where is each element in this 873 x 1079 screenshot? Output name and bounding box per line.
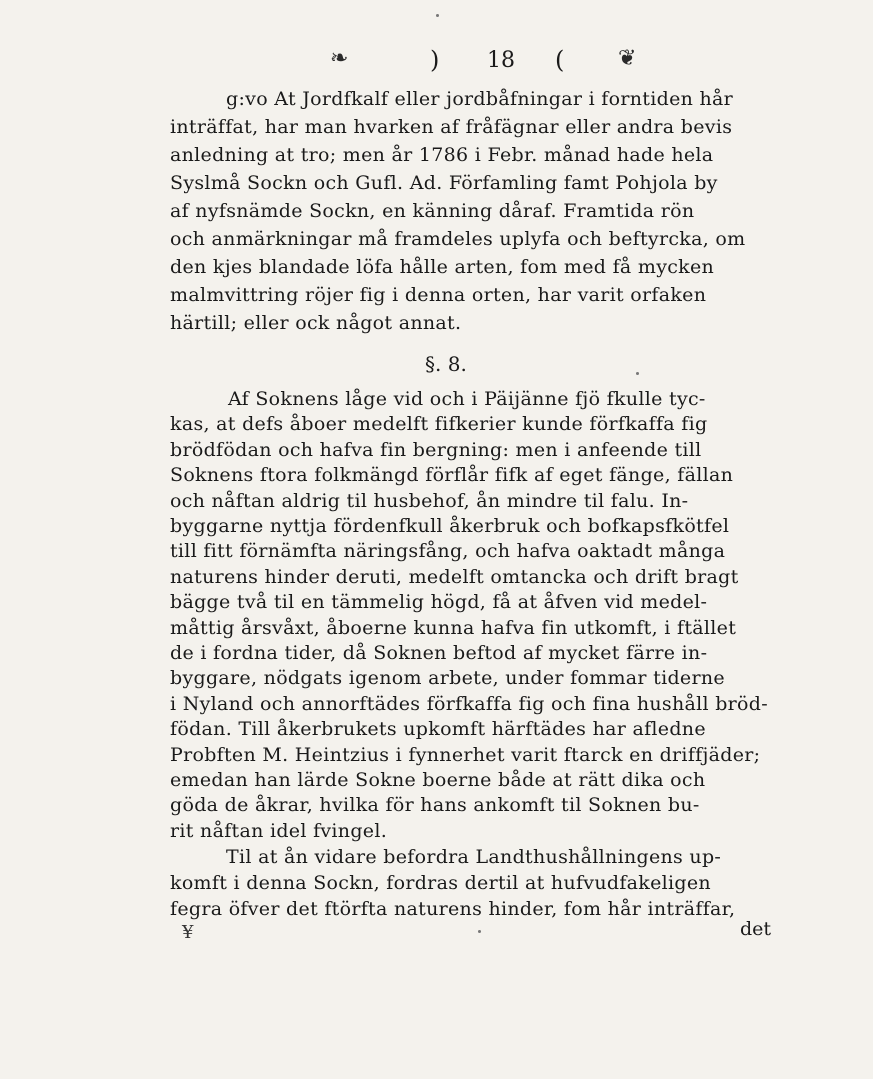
- text-line: anledning at tro; men år 1786 i Febr. månad hade hela: [170, 144, 714, 166]
- paper-speck: [478, 930, 481, 933]
- text-line: i Nyland och annorftädes förfkaffa fig och fina hushåll bröd-: [170, 692, 768, 715]
- text-line: byggarne nyttja fördenfkull åkerbruk och bofkapsfkötfel: [170, 515, 730, 537]
- page-header: [0, 44, 873, 80]
- header-bracket-right: (: [555, 46, 565, 74]
- text-line: måttig årsvåxt, åboerne kunna hafva fin utkomft, i ftället: [170, 616, 737, 639]
- text-line: emedan han lärde Sokne boerne både at rätt dika och: [170, 769, 706, 791]
- text-line: de i fordna tider, då Soknen beftod af mycket färre in-: [170, 642, 708, 664]
- text-line: födan. Till åkerbrukets upkomft härftädes har afledne: [170, 718, 706, 741]
- section-heading: §. 8.: [425, 352, 467, 376]
- text-line: göda de åkrar, hvilka för hans ankomft til Soknen bu-: [170, 794, 700, 817]
- text-line: inträffat, har man hvarken af fråfägnar eller andra bevis: [170, 116, 733, 138]
- text-line: Til at ån vidare befordra Landthushållningens up-: [226, 846, 722, 868]
- text-line: brödfödan och hafva fin bergning: men i anfeende till: [170, 438, 702, 461]
- paper-speck: [436, 14, 439, 17]
- text-line: byggare, nödgats igenom arbete, under fommar tiderne: [170, 667, 725, 690]
- left-ornament-icon: ❧: [330, 46, 349, 71]
- text-line: och nåftan aldrig til husbehof, ån mindre til falu. In-: [170, 489, 689, 512]
- text-line: bägge två til en tämmelig högd, få at åfven vid medel-: [170, 591, 708, 614]
- text-line: malmvittring röjer fig i denna orten, har varit orfaken: [170, 284, 707, 306]
- text-line: g:vo At Jordfkalf eller jordbåfningar i forntiden hår: [226, 88, 734, 110]
- right-ornament-icon: ❦: [618, 46, 637, 71]
- page-number: 18: [487, 48, 515, 73]
- catchword: det: [740, 918, 772, 940]
- text-line: Soknens ftora folkmängd förflår fifk af eget fänge, fällan: [170, 464, 734, 487]
- text-line: rit nåftan idel fvingel.: [170, 819, 388, 842]
- text-line: kas, at defs åboer medelft fifkerier kunde förfkaffa fig: [170, 413, 708, 436]
- signature-mark: ¥: [182, 922, 194, 943]
- text-line: Syslmå Sockn och Gufl. Ad. Förfamling famt Pohjola by: [170, 172, 718, 194]
- text-line: af nyfsnämde Sockn, en känning dåraf. Framtida rön: [170, 200, 695, 222]
- text-line: komft i denna Sockn, fordras dertil at hufvudfakeligen: [170, 872, 711, 894]
- text-line: naturens hinder deruti, medelft omtancka och drift bragt: [170, 565, 739, 588]
- text-line: till fitt förnämfta näringsfång, och hafva oaktadt många: [170, 540, 726, 563]
- text-line: härtill; eller ock något annat.: [170, 312, 462, 334]
- text-line: fegra öfver det ftörfta naturens hinder, fom hår inträffar,: [170, 898, 736, 920]
- paper-speck: [636, 372, 639, 375]
- header-bracket-left: ): [430, 46, 440, 74]
- text-line: och anmärkningar må framdeles uplyfa och beftyrcka, om: [170, 228, 746, 250]
- text-line: Probften M. Heintzius i fynnerhet varit ftarck en driffjäder;: [170, 743, 761, 766]
- text-line: Af Soknens låge vid och i Päijänne fjö fkulle tyc-: [228, 388, 706, 410]
- text-line: den kjes blandade löfa hålle arten, fom med få mycken: [170, 256, 715, 278]
